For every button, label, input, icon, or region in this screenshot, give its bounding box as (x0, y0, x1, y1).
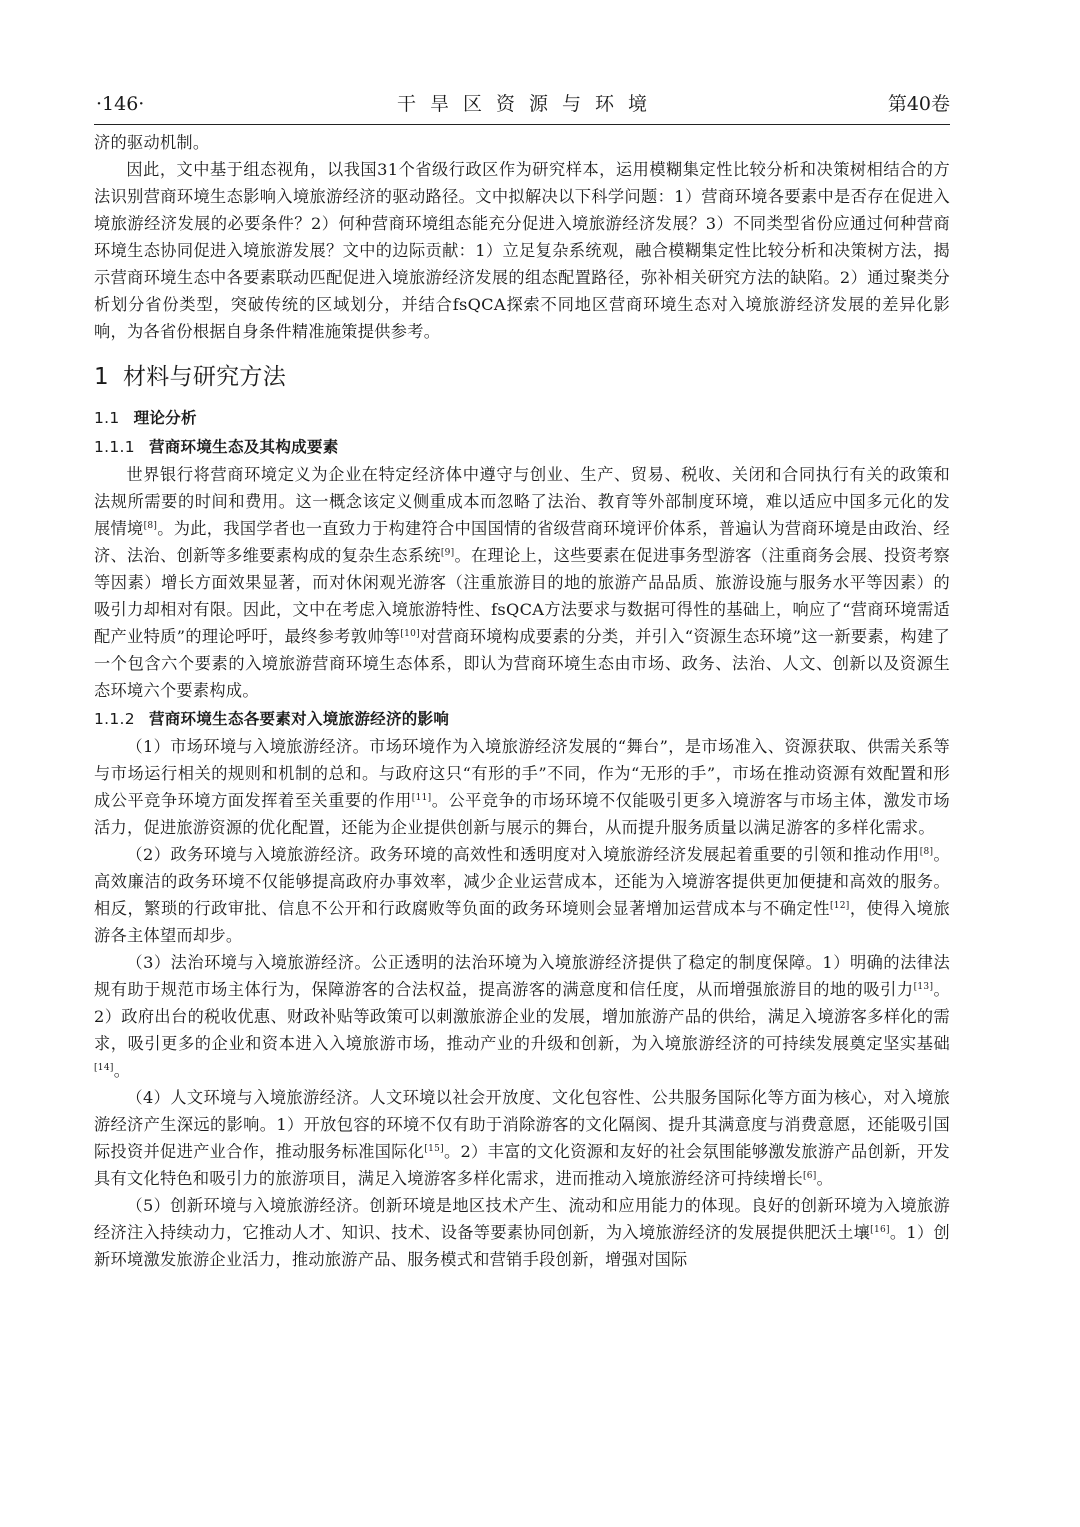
section-number: 1 (94, 364, 109, 390)
citation: [12] (829, 901, 850, 911)
paragraph: 济的驱动机制。 (94, 133, 210, 152)
citation: [11] (411, 793, 432, 803)
volume-label: 第40卷 (887, 93, 950, 115)
subsubsection-title: 营商环境生态各要素对入境旅游经济的影响 (148, 710, 450, 728)
citation: [16] (870, 1225, 890, 1235)
paragraph: （4）人文环境与入境旅游经济。人文环境以社会开放度、文化包容性、公共服务国际化等方面为核心，对入境旅游经济产生深远的影响。1）开放包容的环境不仅有助于消除游客的文化隔阂、提升其满意度与消费意愿，还能吸引国际投资并促进产业合作，推动服务标准国际化[15]。2）丰富的文化资源和友好的社会氛围能够激发旅游产品创新，开发具有文化特色和吸引力的旅游项目，满足入境游客多样化需求，进而推动入境旅游经济可持续增长[6]。 (94, 1088, 950, 1188)
subsection-title: 理论分析 (133, 409, 197, 427)
citation: [8] (143, 521, 158, 531)
subsubsection-heading (94, 706, 950, 733)
subsubsection-title: 营商环境生态及其构成要素 (148, 438, 339, 456)
subsubsection-number: 1.1.2 (94, 710, 135, 728)
citation: [6] (802, 1171, 817, 1181)
running-header (94, 84, 950, 125)
paragraph: （1）市场环境与入境旅游经济。市场环境作为入境旅游经济发展的“舞台”，是市场准入、资源获取、供需关系等与市场运行相关的规则和机制的总和。与政府这只“有形的手”不同，作为“无形的手”，市场在推动资源有效配置和形成公平竞争环境方面发挥着至关重要的作用[11]。公平竞争的市场环境不仅能吸引更多入境游客与市场主体，激发市场活力，促进旅游资源的优化配置，还能为企业提供创新与展示的舞台，从而提升服务质量以满足游客的多样化需求。 (94, 737, 950, 837)
section-title: 材料与研究方法 (122, 364, 287, 390)
subsubsection-number: 1.1.1 (94, 438, 135, 456)
citation: [9] (440, 548, 455, 558)
paragraph: 世界银行将营商环境定义为企业在特定经济体中遵守与创业、生产、贸易、税收、关闭和合同执行有关的政策和法规所需要的时间和费用。这一概念该定义侧重成本而忽略了法治、教育等外部制度环境，难以适应中国多元化的发展情境[8]。为此，我国学者也一直致力于构建符合中国国情的省级营商环境评价体系，普遍认为营商环境是由政治、经济、法治、创新等多维要素构成的复杂生态系统[9]。在理论上，这些要素在促进事务型游客（注重商务会展、投资考察等因素）增长方面效果显著，而对休闲观光游客（注重旅游目的地的旅游产品品质、旅游设施与服务水平等因素）的吸引力却相对有限。因此，文中在考虑入境旅游特性、fsQCA方法要求与数据可得性的基础上，响应了“营商环境需适配产业特质”的理论呼吁，最终参考敦帅等[10]对营商环境构成要素的分类，并引入“资源生态环境”这一新要素，构建了一个包含六个要素的入境旅游营商环境生态体系，即认为营商环境生态由市场、政务、法治、人文、创新以及资源生态环境六个要素构成。 (94, 465, 950, 700)
paper-page (94, 84, 950, 1273)
paragraph: （3）法治环境与入境旅游经济。公正透明的法治环境为入境旅游经济提供了稳定的制度保障。1）明确的法律法规有助于规范市场主体行为，保障游客的合法权益，提高游客的满意度和信任度，从而增强旅游目的地的吸引力[13]。2）政府出台的税收优惠、财政补贴等政策可以刺激旅游企业的发展，增加旅游产品的供给，满足入境游客多样化的需求，吸引更多的企业和资本进入入境旅游市场，推动产业的升级和创新，为入境旅游经济的可持续发展奠定坚实基础[14]。 (94, 953, 950, 1080)
citation: [10] (400, 629, 421, 639)
citation: [14] (94, 1063, 114, 1073)
paragraph: （2）政务环境与入境旅游经济。政务环境的高效性和透明度对入境旅游经济发展起着重要的引领和推动作用[8]。高效廉洁的政务环境不仅能够提高政府办事效率，减少企业运营成本，还能为入境游客提供更加便捷和高效的服务。相反，繁琐的行政审批、信息不公开和行政腐败等负面的政务环境则会显著增加运营成本与不确定性[12]，使得入境旅游各主体望而却步。 (94, 845, 950, 945)
article-body (94, 129, 950, 1273)
paragraph: 因此，文中基于组态视角，以我国31个省级行政区作为研究样本，运用模糊集定性比较分析和决策树相结合的方法识别营商环境生态影响入境旅游经济的驱动路径。文中拟解决以下科学问题：1）营商环境各要素中是否存在促进入境旅游经济发展的必要条件？2）何种营商环境组态能充分促进入境旅游经济发展？3）不同类型省份应通过何种营商环境生态协同促进入境旅游发展？文中的边际贡献：1）立足复杂系统观，融合模糊集定性比较分析和决策树方法，揭示营商环境生态中各要素联动匹配促进入境旅游经济发展的组态配置路径，弥补相关研究方法的缺陷。2）通过聚类分析划分省份类型，突破传统的区域划分，并结合fsQCA探索不同地区营商环境生态对入境旅游经济发展的差异化影响，为各省份根据自身条件精准施策提供参考。 (94, 160, 950, 341)
page-number: ·146· (96, 93, 145, 115)
citation: [15] (424, 1144, 444, 1154)
citation: [8] (919, 847, 934, 857)
subsection-number: 1.1 (94, 409, 120, 427)
paragraph: （5）创新环境与入境旅游经济。创新环境是地区技术产生、流动和应用能力的体现。良好的创新环境为入境旅游经济注入持续动力，它推动人才、知识、技术、设备等要素协同创新，为入境旅游经济的发展提供肥沃土壤[16]。1）创新环境激发旅游企业活力，推动旅游产品、服务模式和营销手段创新，增强对国际 (94, 1196, 950, 1269)
subsubsection-heading (94, 434, 950, 461)
journal-title: 干旱区资源与环境 (396, 93, 661, 115)
subsection-heading (94, 405, 950, 432)
citation: [13] (913, 982, 934, 992)
section-heading (94, 359, 950, 395)
